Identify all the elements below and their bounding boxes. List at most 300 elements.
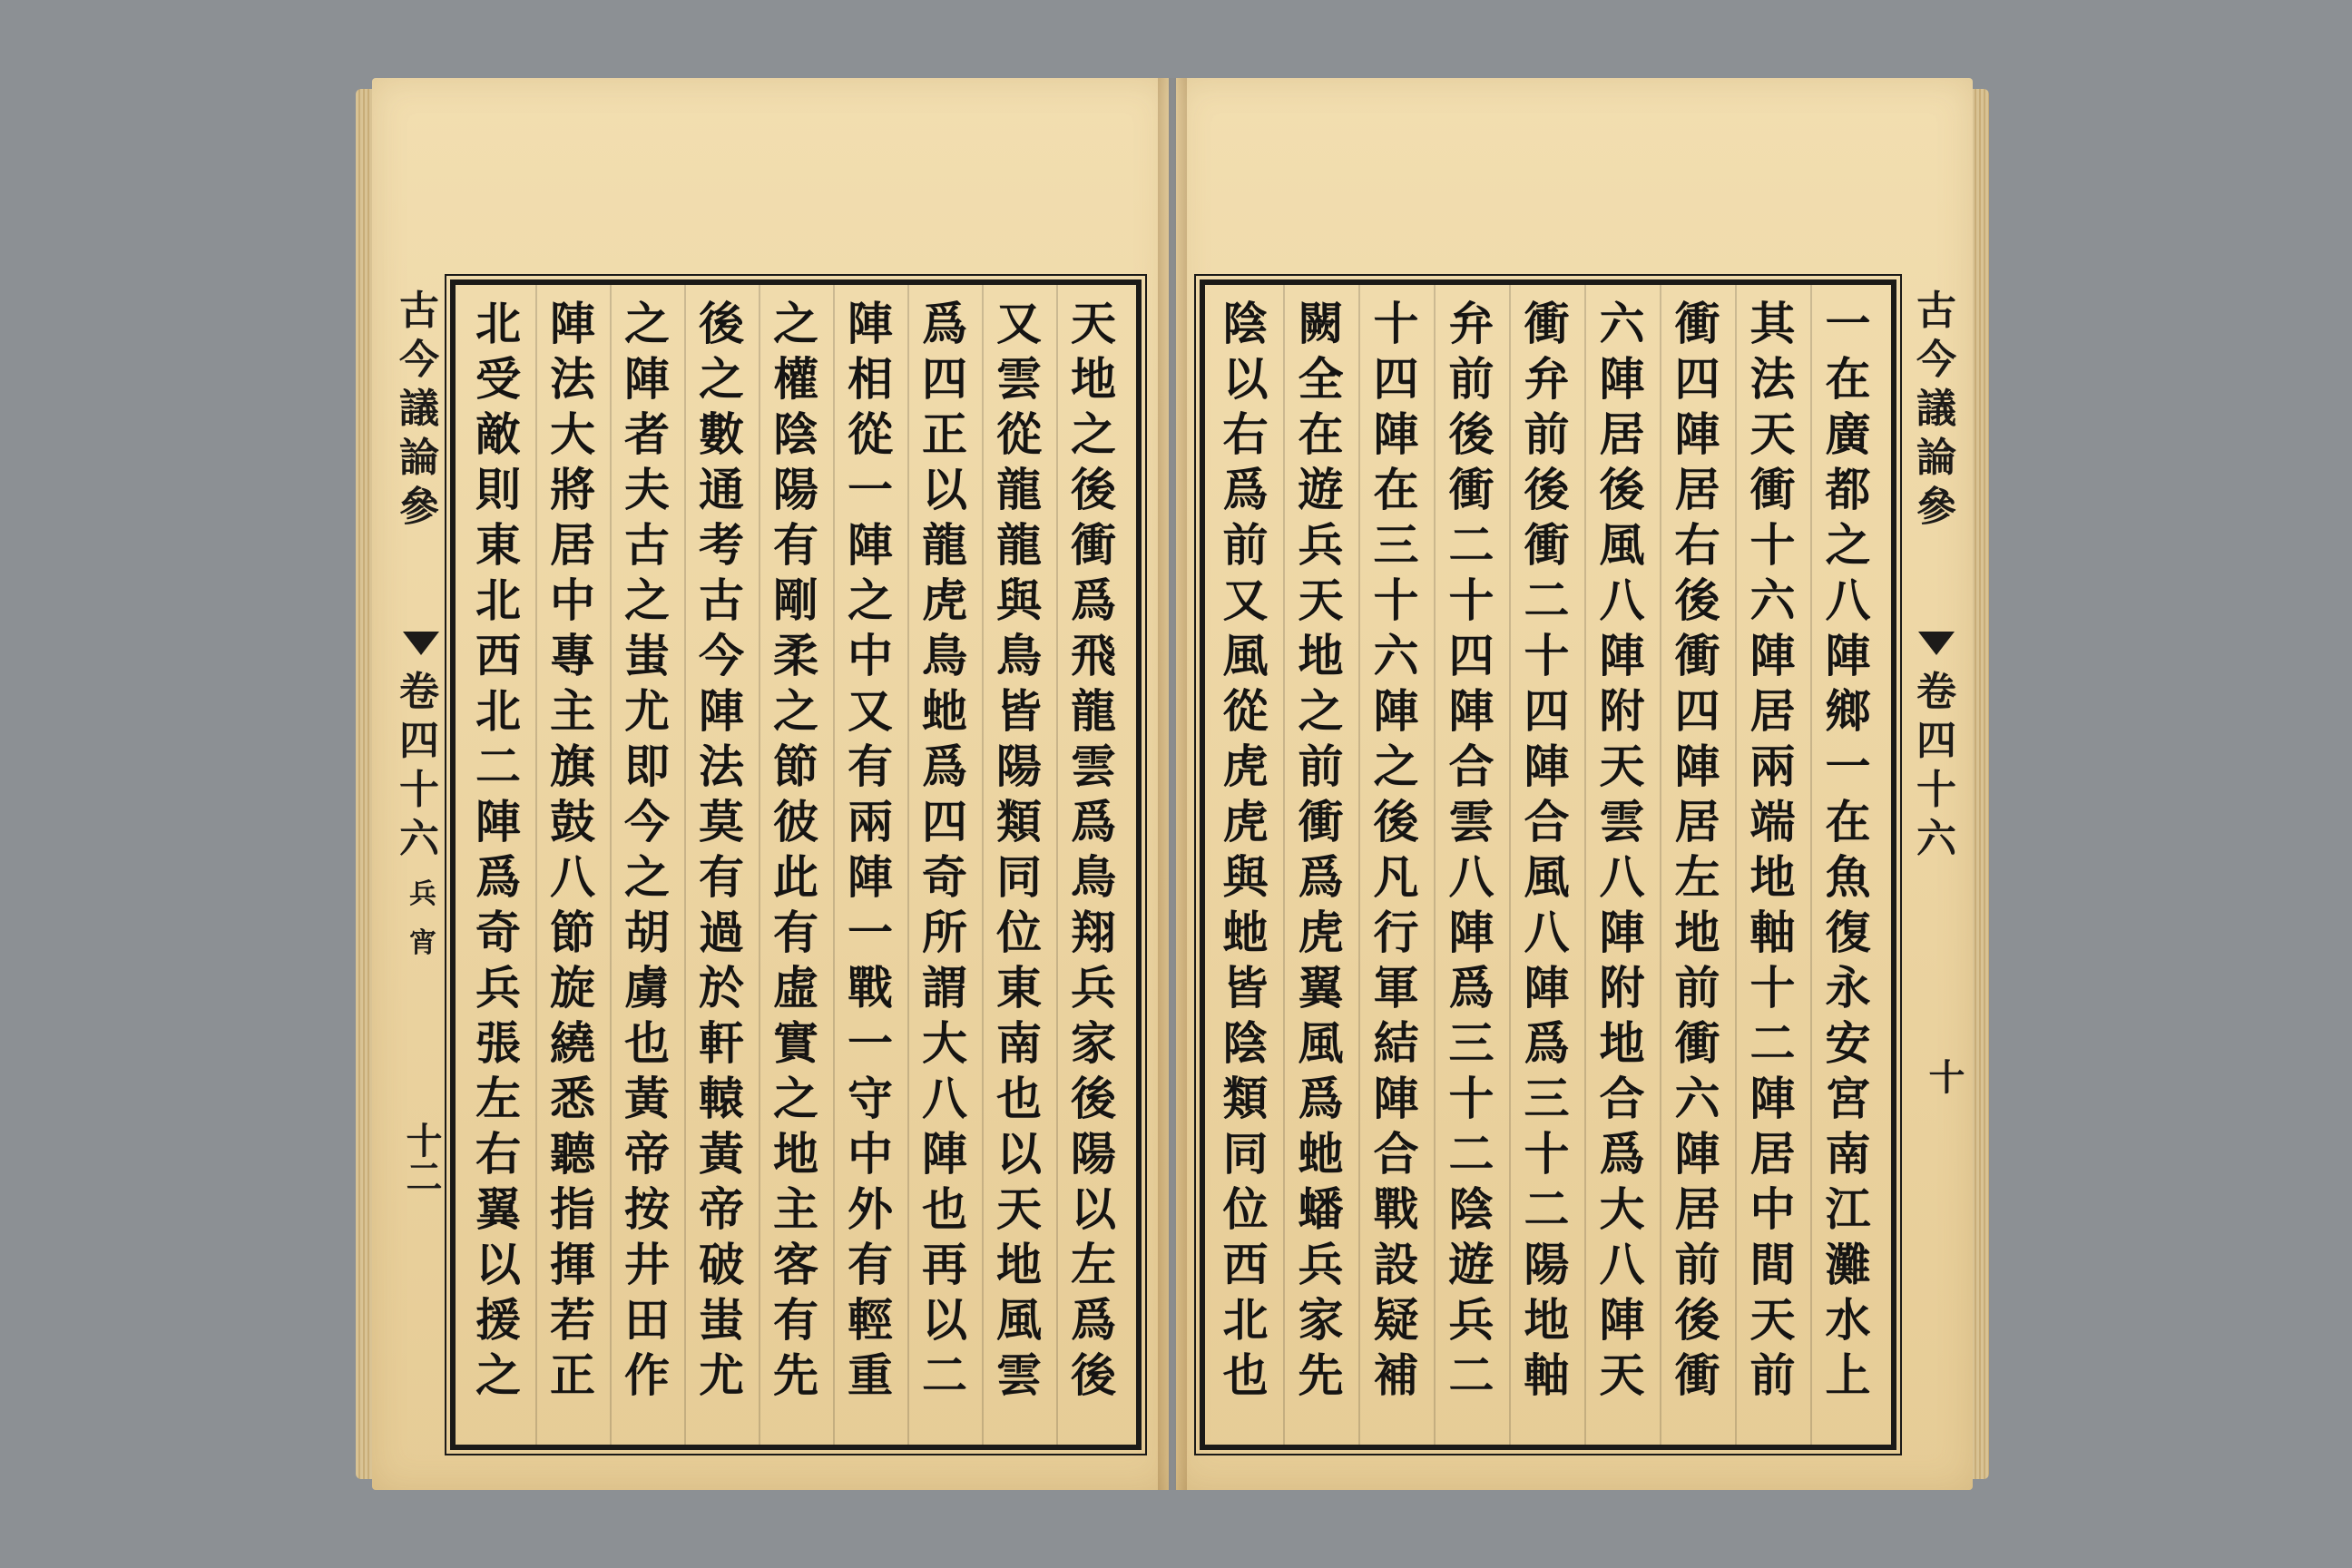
glyph: 兵 <box>1298 518 1344 572</box>
glyph: 北 <box>475 573 521 627</box>
glyph: 夫 <box>624 463 670 516</box>
glyph: 四 <box>922 352 967 406</box>
glyph: 翔 <box>1071 906 1116 959</box>
glyph: 陣 <box>475 795 521 848</box>
glyph: 天 <box>996 1182 1042 1236</box>
glyph: 西 <box>1222 1238 1269 1291</box>
glyph: 二 <box>475 740 521 793</box>
glyph: 今 <box>624 795 670 848</box>
text-column <box>619 296 675 1430</box>
glyph: 全 <box>1298 352 1344 406</box>
glyph: 鳥 <box>922 629 967 682</box>
glyph: 爲 <box>475 850 521 904</box>
glyph: 衝 <box>1674 1016 1720 1070</box>
text-column <box>1218 296 1274 1430</box>
column-rule <box>535 285 537 1445</box>
glyph: 有 <box>848 740 893 793</box>
glyph: 陣 <box>922 1127 967 1181</box>
glyph: 一 <box>848 463 893 516</box>
glyph: 先 <box>1298 1348 1344 1402</box>
glyph: 奇 <box>475 906 521 959</box>
glyph: 北 <box>475 684 521 738</box>
glyph: 地 <box>996 1238 1042 1291</box>
fish-tail-mark-left <box>403 632 439 655</box>
glyph: 法 <box>550 352 595 406</box>
glyph: 古 <box>399 288 439 334</box>
glyph: 帝 <box>699 1182 744 1236</box>
glyph: 者 <box>624 407 670 461</box>
glyph: 從 <box>848 407 893 461</box>
glyph: 蚩 <box>624 629 670 682</box>
glyph: 位 <box>1222 1182 1269 1236</box>
glyph: 居 <box>1674 795 1720 848</box>
glyph: 南 <box>996 1016 1042 1070</box>
glyph: 陣 <box>1448 906 1494 959</box>
glyph: 大 <box>922 1016 967 1070</box>
glyph: 左 <box>475 1072 521 1125</box>
glyph: 十 <box>1524 629 1570 682</box>
glyph: 南 <box>1825 1127 1871 1181</box>
glyph: 鄉 <box>1825 684 1871 738</box>
glyph: 爲 <box>1298 850 1344 904</box>
glyph: 胡 <box>624 906 670 959</box>
glyph: 也 <box>996 1072 1042 1125</box>
glyph: 陣 <box>848 297 893 350</box>
glyph: 受 <box>475 352 521 406</box>
glyph: 在 <box>1373 463 1419 516</box>
glyph: 雲 <box>996 352 1042 406</box>
glyph: 右 <box>1222 407 1269 461</box>
glyph: 遊 <box>1448 1238 1494 1291</box>
glyph: 客 <box>773 1238 818 1291</box>
glyph: 後 <box>1524 463 1570 516</box>
glyph: 議 <box>399 386 439 432</box>
glyph: 十 <box>1448 1072 1494 1125</box>
glyph: 四 <box>1916 718 1956 764</box>
glyph: 六 <box>399 816 439 862</box>
glyph: 之 <box>1825 518 1871 572</box>
glyph: 一 <box>848 1016 893 1070</box>
column-rule <box>1358 285 1360 1445</box>
glyph: 遊 <box>1298 463 1344 516</box>
glyph: 則 <box>475 463 521 516</box>
column-rule <box>907 285 909 1445</box>
glyph: 四 <box>1448 629 1494 682</box>
glyph: 有 <box>848 1238 893 1291</box>
glyph: 雲 <box>1071 740 1116 793</box>
glyph: 張 <box>475 1016 521 1070</box>
glyph: 風 <box>1599 518 1645 572</box>
glyph: 雲 <box>1599 795 1645 848</box>
glyph: 陣 <box>1524 961 1570 1014</box>
glyph: 此 <box>773 850 818 904</box>
glyph: 居 <box>1674 1182 1720 1236</box>
glyph: 十 <box>1448 573 1494 627</box>
column-rule <box>1434 285 1436 1445</box>
glyph: 江 <box>1825 1182 1871 1236</box>
glyph: 衝 <box>1749 463 1796 516</box>
glyph: 附 <box>1599 961 1645 1014</box>
glyph: 以 <box>1222 352 1269 406</box>
glyph: 兩 <box>1749 740 1796 793</box>
glyph: 虵 <box>1298 1127 1344 1181</box>
glyph: 二 <box>1448 1127 1494 1181</box>
text-column <box>1594 296 1651 1430</box>
glyph: 虵 <box>1222 906 1269 959</box>
glyph: 陣 <box>1373 407 1419 461</box>
glyph: 尤 <box>699 1348 744 1402</box>
glyph: 陣 <box>1674 740 1720 793</box>
glyph: 從 <box>1222 684 1269 738</box>
glyph: 爲 <box>1071 573 1116 627</box>
glyph: 陽 <box>1071 1127 1116 1181</box>
glyph: 也 <box>1222 1348 1269 1402</box>
glyph: 虎 <box>922 573 967 627</box>
glyph: 天 <box>1071 297 1116 350</box>
glyph: 右 <box>1674 518 1720 572</box>
glyph: 十 <box>1749 518 1796 572</box>
glyph: 闕 <box>1298 297 1344 350</box>
glyph: 附 <box>1599 684 1645 738</box>
glyph: 廣 <box>1825 407 1871 461</box>
glyph: 四 <box>1674 352 1720 406</box>
glyph: 剛 <box>773 573 818 627</box>
glyph: 補 <box>1373 1348 1419 1402</box>
glyph: 陣 <box>1599 906 1645 959</box>
glyph: 二 <box>1524 1182 1570 1236</box>
glyph: 地 <box>1071 352 1116 406</box>
glyph: 二 <box>1448 518 1494 572</box>
open-book <box>356 78 1989 1490</box>
glyph: 天 <box>1599 1348 1645 1402</box>
glyph: 從 <box>996 407 1042 461</box>
glyph: 十 <box>1373 573 1419 627</box>
glyph: 爲 <box>1071 795 1116 848</box>
glyph: 六 <box>1373 629 1419 682</box>
glyph: 大 <box>1599 1182 1645 1236</box>
column-rule <box>610 285 612 1445</box>
glyph: 輕 <box>848 1293 893 1347</box>
glyph: 軒 <box>699 1016 744 1070</box>
glyph: 雲 <box>996 1348 1042 1402</box>
glyph: 旗 <box>550 740 595 793</box>
glyph: 灘 <box>1825 1238 1871 1291</box>
glyph: 之 <box>1373 740 1419 793</box>
glyph: 後 <box>1071 463 1116 516</box>
glyph: 過 <box>699 906 744 959</box>
glyph: 陣 <box>1599 1293 1645 1347</box>
glyph: 類 <box>1222 1072 1269 1125</box>
glyph: 虜 <box>624 961 670 1014</box>
glyph: 永 <box>1825 961 1871 1014</box>
glyph: 魚 <box>1825 850 1871 904</box>
glyph: 十 <box>1524 1127 1570 1181</box>
glyph: 陽 <box>996 740 1042 793</box>
text-column <box>693 296 750 1430</box>
glyph: 卷 <box>1916 669 1956 715</box>
glyph: 八 <box>922 1072 967 1125</box>
glyph: 即 <box>624 740 670 793</box>
glyph: 後 <box>1373 795 1419 848</box>
glyph: 相 <box>848 352 893 406</box>
glyph: 西 <box>475 629 521 682</box>
glyph: 正 <box>550 1348 595 1402</box>
glyph: 龍 <box>922 518 967 572</box>
glyph: 前 <box>1524 407 1570 461</box>
glyph: 左 <box>1674 850 1720 904</box>
glyph: 轅 <box>699 1072 744 1125</box>
glyph: 彼 <box>773 795 818 848</box>
glyph: 破 <box>699 1238 744 1291</box>
glyph: 六 <box>1749 573 1796 627</box>
glyph: 後 <box>1674 1293 1720 1347</box>
glyph: 衝 <box>1524 297 1570 350</box>
glyph: 東 <box>996 961 1042 1014</box>
glyph: 數 <box>699 407 744 461</box>
glyph: 在 <box>1825 352 1871 406</box>
glyph: 軸 <box>1749 906 1796 959</box>
glyph: 二 <box>922 1348 967 1402</box>
glyph: 後 <box>1071 1072 1116 1125</box>
glyph: 前 <box>1674 1238 1720 1291</box>
glyph: 之 <box>699 352 744 406</box>
glyph: 揮 <box>550 1238 595 1291</box>
glyph: 有 <box>773 1293 818 1347</box>
glyph: 參 <box>1916 484 1956 530</box>
glyph: 家 <box>1071 1016 1116 1070</box>
glyph: 陣 <box>1825 629 1871 682</box>
glyph: 陣 <box>550 297 595 350</box>
text-column <box>916 296 973 1430</box>
glyph: 也 <box>922 1182 967 1236</box>
glyph: 井 <box>624 1238 670 1291</box>
glyph: 凡 <box>1373 850 1419 904</box>
glyph: 中 <box>848 1127 893 1181</box>
glyph: 之 <box>773 1072 818 1125</box>
glyph: 位 <box>996 906 1042 959</box>
glyph: 家 <box>1298 1293 1344 1347</box>
glyph: 合 <box>1448 740 1494 793</box>
glyph: 陰 <box>773 407 818 461</box>
glyph: 陰 <box>1448 1182 1494 1236</box>
left-page <box>372 78 1169 1490</box>
glyph: 八 <box>1825 573 1871 627</box>
glyph: 又 <box>1222 573 1269 627</box>
glyph: 古 <box>699 573 744 627</box>
glyph: 衝 <box>1448 463 1494 516</box>
glyph: 陣 <box>1448 684 1494 738</box>
glyph: 古 <box>1916 288 1956 334</box>
glyph: 主 <box>773 1182 818 1236</box>
glyph: 四 <box>399 718 439 764</box>
glyph: 爲 <box>1599 1127 1645 1181</box>
glyph: 之 <box>773 684 818 738</box>
glyph: 衝 <box>1298 795 1344 848</box>
glyph: 左 <box>1071 1238 1116 1291</box>
glyph: 繞 <box>550 1016 595 1070</box>
glyph: 陣 <box>1599 629 1645 682</box>
glyph: 陣 <box>699 684 744 738</box>
glyph: 兵 <box>475 961 521 1014</box>
glyph: 正 <box>922 407 967 461</box>
glyph: 風 <box>1222 629 1269 682</box>
glyph: 後 <box>1448 407 1494 461</box>
glyph: 合 <box>1373 1127 1419 1181</box>
glyph: 合 <box>1524 795 1570 848</box>
glyph: 龍 <box>996 463 1042 516</box>
glyph: 後 <box>699 297 744 350</box>
glyph: 之 <box>475 1348 521 1402</box>
glyph: 論 <box>1916 435 1956 481</box>
glyph: 旋 <box>550 961 595 1014</box>
glyph: 奇 <box>922 850 967 904</box>
glyph: 其 <box>1749 297 1796 350</box>
glyph: 又 <box>848 684 893 738</box>
glyph: 天 <box>1599 740 1645 793</box>
glyph: 再 <box>922 1238 967 1291</box>
glyph: 節 <box>550 906 595 959</box>
glyph: 陰 <box>1222 297 1269 350</box>
right-margin-volume <box>1909 668 1964 864</box>
glyph: 戰 <box>848 961 893 1014</box>
glyph: 之 <box>624 297 670 350</box>
glyph: 之 <box>624 573 670 627</box>
glyph: 爲 <box>1222 463 1269 516</box>
glyph: 今 <box>699 629 744 682</box>
glyph: 風 <box>1524 850 1570 904</box>
glyph: 兵 <box>409 878 436 910</box>
glyph: 陣 <box>1674 407 1720 461</box>
glyph: 六 <box>1674 1072 1720 1125</box>
glyph: 陰 <box>1222 1016 1269 1070</box>
glyph: 陣 <box>848 518 893 572</box>
glyph: 宵 <box>409 927 436 959</box>
glyph: 前 <box>1448 352 1494 406</box>
glyph: 於 <box>699 961 744 1014</box>
glyph: 專 <box>550 629 595 682</box>
glyph: 也 <box>624 1016 670 1070</box>
glyph: 四 <box>1674 684 1720 738</box>
glyph: 前 <box>1222 518 1269 572</box>
glyph: 之 <box>624 850 670 904</box>
glyph: 上 <box>1825 1348 1871 1402</box>
glyph: 守 <box>848 1072 893 1125</box>
glyph: 今 <box>1916 337 1956 383</box>
glyph: 同 <box>996 850 1042 904</box>
glyph: 與 <box>996 573 1042 627</box>
right-folio: 十 <box>1923 1058 1965 1094</box>
glyph: 蟠 <box>1298 1182 1344 1236</box>
glyph: 八 <box>1448 850 1494 904</box>
glyph: 龍 <box>1071 684 1116 738</box>
glyph: 古 <box>624 518 670 572</box>
column-rule <box>759 285 760 1445</box>
glyph: 以 <box>996 1127 1042 1181</box>
glyph: 以 <box>475 1238 521 1291</box>
glyph: 後 <box>1674 573 1720 627</box>
glyph: 地 <box>773 1127 818 1181</box>
glyph: 在 <box>1298 407 1344 461</box>
column-rule <box>1056 285 1058 1445</box>
glyph: 前 <box>1749 1348 1796 1402</box>
glyph: 指 <box>550 1182 595 1236</box>
glyph: 四 <box>1524 684 1570 738</box>
glyph: 地 <box>1524 1293 1570 1347</box>
glyph: 居 <box>1674 463 1720 516</box>
glyph: 陣 <box>1749 629 1796 682</box>
glyph: 四 <box>1373 352 1419 406</box>
glyph: 兵 <box>1071 961 1116 1014</box>
glyph: 十 <box>1916 767 1956 813</box>
glyph: 衝 <box>1071 518 1116 572</box>
glyph: 謂 <box>922 961 967 1014</box>
glyph: 將 <box>550 463 595 516</box>
glyph: 爲 <box>1298 1072 1344 1125</box>
glyph: 兵 <box>1448 1293 1494 1347</box>
glyph: 帝 <box>624 1127 670 1181</box>
glyph: 陣 <box>1373 684 1419 738</box>
glyph: 中 <box>848 629 893 682</box>
glyph: 戰 <box>1373 1182 1419 1236</box>
glyph: 三 <box>1448 1016 1494 1070</box>
column-rule <box>1660 285 1661 1445</box>
glyph: 陣 <box>848 850 893 904</box>
glyph: 復 <box>1825 906 1871 959</box>
glyph: 通 <box>699 463 744 516</box>
glyph: 陣 <box>1373 1072 1419 1125</box>
glyph: 八 <box>550 850 595 904</box>
glyph: 虎 <box>1222 740 1269 793</box>
glyph: 蚩 <box>699 1293 744 1347</box>
glyph: 軍 <box>1373 961 1419 1014</box>
column-rule <box>982 285 984 1445</box>
glyph: 莫 <box>699 795 744 848</box>
glyph: 虎 <box>1222 795 1269 848</box>
glyph: 以 <box>1071 1182 1116 1236</box>
glyph: 八 <box>1599 1238 1645 1291</box>
glyph: 之 <box>773 297 818 350</box>
glyph: 以 <box>922 463 967 516</box>
glyph: 衝 <box>1674 297 1720 350</box>
right-page <box>1176 78 1973 1490</box>
glyph: 前 <box>1298 740 1344 793</box>
column-rule <box>684 285 686 1445</box>
text-column <box>1745 296 1801 1430</box>
glyph: 天 <box>1749 1293 1796 1347</box>
fish-tail-mark-right <box>1918 632 1955 655</box>
glyph: 十 <box>1373 297 1419 350</box>
column-rule <box>1584 285 1586 1445</box>
glyph: 大 <box>550 407 595 461</box>
text-column <box>1519 296 1575 1430</box>
glyph: 爲 <box>922 297 967 350</box>
text-column <box>1368 296 1425 1430</box>
column-rule <box>1735 285 1737 1445</box>
glyph: 援 <box>475 1293 521 1347</box>
glyph: 類 <box>996 795 1042 848</box>
glyph: 陣 <box>1599 352 1645 406</box>
text-column <box>470 296 526 1430</box>
left-folio: 十二 <box>400 1122 443 1194</box>
glyph: 陣 <box>624 352 670 406</box>
text-column <box>1820 296 1877 1430</box>
glyph: 陣 <box>1674 1127 1720 1181</box>
glyph: 二 <box>1524 573 1570 627</box>
glyph: 二 <box>1448 1348 1494 1402</box>
glyph: 右 <box>475 1127 521 1181</box>
column-rule <box>1283 285 1285 1445</box>
glyph: 中 <box>550 573 595 627</box>
